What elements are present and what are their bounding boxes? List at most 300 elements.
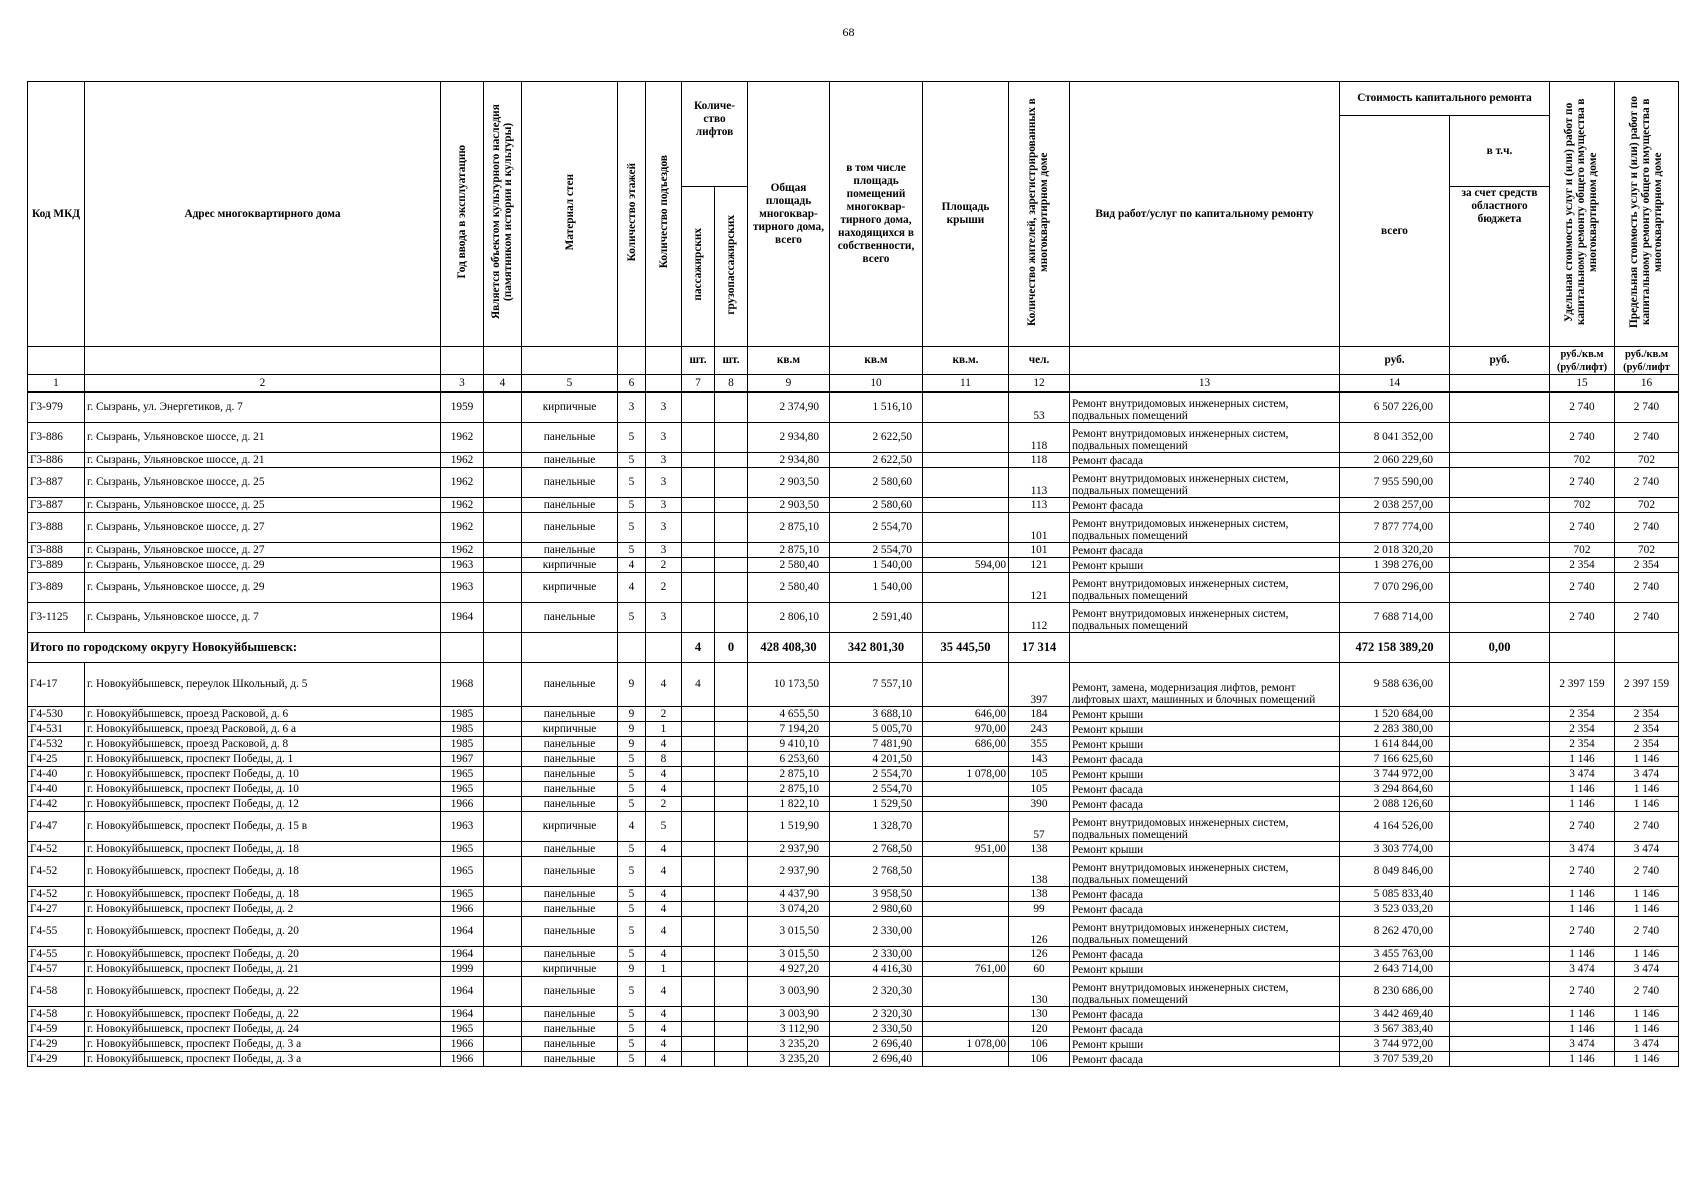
owned-area: 2 591,40: [830, 602, 923, 632]
residents: 390: [1009, 796, 1070, 811]
mkd-code: Г4-58: [28, 976, 85, 1006]
mkd-code: Г3-886: [28, 422, 85, 452]
wall-material: кирпичные: [522, 572, 618, 602]
cost-total: 6 507 226,00: [1340, 392, 1450, 422]
heritage-flag: [484, 1006, 522, 1021]
cargo-lifts: [715, 736, 748, 751]
unit-cost: 2 397 159: [1550, 662, 1615, 706]
header-regional: за счет средств областного бюджета: [1450, 187, 1550, 347]
header-residents: Количество жителей, зарегистрированных в многоквартирном доме: [1009, 82, 1070, 347]
heritage-flag: [484, 452, 522, 467]
cost-regional: [1450, 662, 1550, 706]
table-row: [28, 497, 1679, 512]
wall-material: кирпичные: [522, 557, 618, 572]
passenger-lifts: [682, 392, 715, 422]
column-number: 1: [28, 375, 85, 393]
passenger-lifts: [682, 497, 715, 512]
floors: 5: [618, 976, 646, 1006]
cost-total: 2 088 126,60: [1340, 796, 1450, 811]
total-area: 2 806,10: [748, 602, 830, 632]
address: г. Сызрань, Ульяновское шоссе, д. 27: [85, 542, 441, 557]
passenger-lifts: [682, 856, 715, 886]
cost-total: 1 398 276,00: [1340, 557, 1450, 572]
table-row: [28, 392, 1679, 422]
cost-total: 3 744 972,00: [1340, 1036, 1450, 1051]
table-row: [28, 512, 1679, 542]
passenger-lifts: [682, 751, 715, 766]
wall-material: панельные: [522, 1021, 618, 1036]
owned-area: 7 557,10: [830, 662, 923, 706]
total-owned-area: 342 801,30: [830, 632, 923, 662]
cargo-lifts: [715, 961, 748, 976]
residents: 397: [1009, 662, 1070, 706]
wall-material: панельные: [522, 602, 618, 632]
cost-total: 8 049 846,00: [1340, 856, 1450, 886]
owned-area: 2 554,70: [830, 781, 923, 796]
wall-material: панельные: [522, 916, 618, 946]
max-cost: 2 397 159: [1615, 662, 1679, 706]
column-number: 2: [85, 375, 441, 393]
floors: 5: [618, 422, 646, 452]
header-address: Адрес многоквартирного дома: [85, 82, 441, 347]
wall-material: панельные: [522, 1051, 618, 1066]
address: г. Сызрань, Ульяновское шоссе, д. 29: [85, 572, 441, 602]
residents: 143: [1009, 751, 1070, 766]
header-cargo: грузопассажирских: [715, 187, 748, 347]
cargo-lifts: [715, 557, 748, 572]
cost-total: 2 643 714,00: [1340, 961, 1450, 976]
header-passenger: пассажирских: [682, 187, 715, 347]
residents: 121: [1009, 572, 1070, 602]
roof-area: [923, 452, 1009, 467]
heritage-flag: [484, 512, 522, 542]
unit-pcs: шт.: [682, 347, 715, 375]
residents: 138: [1009, 856, 1070, 886]
header-owned-area: в том числе площадь помещений многоквар-тирного дома, находящихся в собственности, всего: [830, 82, 923, 347]
roof-area: [923, 1051, 1009, 1066]
work-type: Ремонт внутридомовых инженерных систем, подвальных помещений: [1070, 602, 1340, 632]
residents: 106: [1009, 1051, 1070, 1066]
header-floors: Количество этажей: [618, 82, 646, 347]
address: г. Новокуйбышевск, проспект Победы, д. 1: [85, 751, 441, 766]
roof-area: 951,00: [923, 841, 1009, 856]
cargo-lifts: [715, 602, 748, 632]
passenger-lifts: [682, 781, 715, 796]
address: г. Новокуйбышевск, проспект Победы, д. 22: [85, 976, 441, 1006]
total-area: 6 253,60: [748, 751, 830, 766]
residents: 355: [1009, 736, 1070, 751]
wall-material: панельные: [522, 662, 618, 706]
owned-area: 2 554,70: [830, 542, 923, 557]
cost-regional: [1450, 602, 1550, 632]
column-number: 3: [441, 375, 484, 393]
heritage-flag: [484, 916, 522, 946]
max-cost: 2 740: [1615, 916, 1679, 946]
floors: 4: [618, 572, 646, 602]
column-number: 14: [1340, 375, 1450, 393]
floors: 5: [618, 841, 646, 856]
roof-area: [923, 392, 1009, 422]
cargo-lifts: [715, 452, 748, 467]
entrances: 1: [646, 961, 682, 976]
column-number: 13: [1070, 375, 1340, 393]
total-area: 3 074,20: [748, 901, 830, 916]
roof-area: [923, 662, 1009, 706]
cargo-lifts: [715, 572, 748, 602]
max-cost: 1 146: [1615, 1051, 1679, 1066]
max-cost: 1 146: [1615, 1006, 1679, 1021]
floors: 5: [618, 856, 646, 886]
work-type: Ремонт фасада: [1070, 1021, 1340, 1036]
owned-area: 2 696,40: [830, 1051, 923, 1066]
empty-cell: [646, 632, 682, 662]
floors: 5: [618, 1036, 646, 1051]
residents: 118: [1009, 452, 1070, 467]
unit-cost: 1 146: [1550, 901, 1615, 916]
work-type: Ремонт внутридомовых инженерных систем, подвальных помещений: [1070, 422, 1340, 452]
mkd-code: Г4-531: [28, 721, 85, 736]
cargo-lifts: [715, 706, 748, 721]
year-built: 1966: [441, 901, 484, 916]
wall-material: панельные: [522, 976, 618, 1006]
max-cost: 2 740: [1615, 976, 1679, 1006]
max-cost: 2 740: [1615, 856, 1679, 886]
capital-repair-table: [27, 81, 1679, 1067]
total-area: 2 875,10: [748, 781, 830, 796]
passenger-lifts: [682, 542, 715, 557]
floors: 4: [618, 811, 646, 841]
cost-regional: [1450, 452, 1550, 467]
floors: 5: [618, 751, 646, 766]
table-row: [28, 976, 1679, 1006]
owned-area: 2 768,50: [830, 841, 923, 856]
roof-area: 1 078,00: [923, 1036, 1009, 1051]
year-built: 1964: [441, 1006, 484, 1021]
unit-cost: 2 740: [1550, 422, 1615, 452]
wall-material: панельные: [522, 751, 618, 766]
mkd-code: Г4-40: [28, 781, 85, 796]
work-type: Ремонт фасада: [1070, 781, 1340, 796]
column-number: 9: [748, 375, 830, 393]
cargo-lifts: [715, 886, 748, 901]
table-row: [28, 602, 1679, 632]
wall-material: панельные: [522, 467, 618, 497]
mkd-code: Г3-888: [28, 512, 85, 542]
wall-material: кирпичные: [522, 721, 618, 736]
floors: 5: [618, 946, 646, 961]
header-max-cost: Предельная стоимость услуг и (или) работ по капитальному ремонту общего имущества в многоквартирном доме: [1615, 82, 1679, 347]
empty-cell: [618, 632, 646, 662]
address: г. Новокуйбышевск, проспект Победы, д. 18: [85, 856, 441, 886]
wall-material: панельные: [522, 512, 618, 542]
work-type: Ремонт внутридомовых инженерных систем, подвальных помещений: [1070, 811, 1340, 841]
mkd-code: Г3-886: [28, 452, 85, 467]
heritage-flag: [484, 976, 522, 1006]
unit-cost: 3 474: [1550, 961, 1615, 976]
table-header: [28, 82, 1679, 375]
unit-cost: 2 740: [1550, 572, 1615, 602]
unit-cost: 1 146: [1550, 796, 1615, 811]
work-type: Ремонт внутридомовых инженерных систем, подвальных помещений: [1070, 976, 1340, 1006]
year-built: 1962: [441, 452, 484, 467]
owned-area: 4 416,30: [830, 961, 923, 976]
table-row: [28, 1036, 1679, 1051]
owned-area: 4 201,50: [830, 751, 923, 766]
floors: 5: [618, 1021, 646, 1036]
mkd-code: Г3-889: [28, 572, 85, 602]
heritage-flag: [484, 1036, 522, 1051]
entrances: 3: [646, 467, 682, 497]
cost-total: 9 588 636,00: [1340, 662, 1450, 706]
mkd-code: Г4-17: [28, 662, 85, 706]
passenger-lifts: [682, 557, 715, 572]
entrances: 4: [646, 946, 682, 961]
cargo-lifts: [715, 796, 748, 811]
floors: 9: [618, 721, 646, 736]
year-built: 1963: [441, 572, 484, 602]
cost-regional: [1450, 961, 1550, 976]
page-number: 68: [842, 25, 855, 39]
owned-area: 1 540,00: [830, 572, 923, 602]
total-area: 2 875,10: [748, 766, 830, 781]
cost-regional: [1450, 781, 1550, 796]
mkd-code: Г4-52: [28, 841, 85, 856]
header-unit-cost: Удельная стоимость услуг и (или) работ по капитальному ремонту общего имущества в многоквартирном доме: [1550, 82, 1615, 347]
passenger-lifts: [682, 946, 715, 961]
cost-total: 8 262 470,00: [1340, 916, 1450, 946]
passenger-lifts: [682, 1006, 715, 1021]
cost-total: 8 230 686,00: [1340, 976, 1450, 1006]
work-type: Ремонт внутридомовых инженерных систем, подвальных помещений: [1070, 856, 1340, 886]
address: г. Сызрань, Ульяновское шоссе, д. 29: [85, 557, 441, 572]
cost-regional: [1450, 557, 1550, 572]
year-built: 1966: [441, 1051, 484, 1066]
table-row: [28, 1006, 1679, 1021]
roof-area: [923, 1021, 1009, 1036]
header-roof-area: Площадь крыши: [923, 82, 1009, 347]
wall-material: панельные: [522, 1006, 618, 1021]
owned-area: 2 330,00: [830, 916, 923, 946]
year-built: 1962: [441, 542, 484, 557]
total-area: 3 112,90: [748, 1021, 830, 1036]
floors: 5: [618, 781, 646, 796]
owned-area: 2 696,40: [830, 1036, 923, 1051]
unit-cost: 2 740: [1550, 976, 1615, 1006]
cost-regional: [1450, 886, 1550, 901]
year-built: 1962: [441, 422, 484, 452]
floors: 3: [618, 392, 646, 422]
roof-area: 970,00: [923, 721, 1009, 736]
passenger-lifts: 4: [682, 662, 715, 706]
unit-cost: 1 146: [1550, 751, 1615, 766]
roof-area: [923, 1006, 1009, 1021]
year-built: 1963: [441, 557, 484, 572]
address: г. Сызрань, Ульяновское шоссе, д. 25: [85, 497, 441, 512]
roof-area: [923, 946, 1009, 961]
work-type: Ремонт внутридомовых инженерных систем, подвальных помещений: [1070, 392, 1340, 422]
floors: 5: [618, 796, 646, 811]
table-row: [28, 572, 1679, 602]
residents: 99: [1009, 901, 1070, 916]
entrances: 3: [646, 392, 682, 422]
cost-regional: [1450, 721, 1550, 736]
entrances: 3: [646, 452, 682, 467]
column-number: [646, 375, 682, 393]
table-row: [28, 467, 1679, 497]
roof-area: [923, 976, 1009, 1006]
max-cost: 2 354: [1615, 736, 1679, 751]
heritage-flag: [484, 751, 522, 766]
entrances: 1: [646, 721, 682, 736]
roof-area: [923, 886, 1009, 901]
mkd-code: Г3-889: [28, 557, 85, 572]
entrances: 4: [646, 976, 682, 1006]
cost-total: 2 038 257,00: [1340, 497, 1450, 512]
residents: 101: [1009, 542, 1070, 557]
owned-area: 2 768,50: [830, 856, 923, 886]
total-label: Итого по городскому округу Новокуйбышевск:: [28, 632, 441, 662]
cost-regional: [1450, 572, 1550, 602]
address: г. Новокуйбышевск, проспект Победы, д. 2: [85, 901, 441, 916]
header-heritage: Является объектом культурного наследия (памятником истории и культуры): [484, 82, 522, 347]
residents: 105: [1009, 766, 1070, 781]
work-type: Ремонт, замена, модернизация лифтов, ремонт лифтовых шахт, машинных и блочных помещений: [1070, 662, 1340, 706]
max-cost: 1 146: [1615, 901, 1679, 916]
empty-cell: [1550, 632, 1615, 662]
wall-material: панельные: [522, 1036, 618, 1051]
table-row: [28, 706, 1679, 721]
roof-area: 1 078,00: [923, 766, 1009, 781]
floors: 9: [618, 662, 646, 706]
cargo-lifts: [715, 781, 748, 796]
cargo-lifts: [715, 467, 748, 497]
entrances: 3: [646, 542, 682, 557]
work-type: Ремонт крыши: [1070, 1036, 1340, 1051]
cargo-lifts: [715, 1021, 748, 1036]
unit-cost: 2 740: [1550, 467, 1615, 497]
floors: 9: [618, 736, 646, 751]
total-cost: 472 158 389,20: [1340, 632, 1450, 662]
header-code: Код МКД: [28, 82, 85, 347]
total-area: 2 937,90: [748, 841, 830, 856]
passenger-lifts: [682, 901, 715, 916]
unit-cost: 2 354: [1550, 557, 1615, 572]
mkd-code: Г4-27: [28, 901, 85, 916]
max-cost: 1 146: [1615, 946, 1679, 961]
cost-regional: [1450, 901, 1550, 916]
cost-regional: [1450, 811, 1550, 841]
entrances: 4: [646, 841, 682, 856]
wall-material: панельные: [522, 886, 618, 901]
max-cost: 2 740: [1615, 572, 1679, 602]
column-number: 15: [1550, 375, 1615, 393]
passenger-lifts: [682, 766, 715, 781]
year-built: 1962: [441, 512, 484, 542]
heritage-flag: [484, 572, 522, 602]
floors: 5: [618, 467, 646, 497]
address: г. Новокуйбышевск, переулок Школьный, д. 5: [85, 662, 441, 706]
roof-area: 646,00: [923, 706, 1009, 721]
total-area: 2 934,80: [748, 452, 830, 467]
entrances: 4: [646, 781, 682, 796]
unit-cost: 2 354: [1550, 721, 1615, 736]
cargo-lifts: [715, 901, 748, 916]
year-built: 1963: [441, 811, 484, 841]
max-cost: 2 740: [1615, 422, 1679, 452]
cost-total: 7 955 590,00: [1340, 467, 1450, 497]
cost-total: 3 523 033,20: [1340, 901, 1450, 916]
empty-cell: [441, 632, 484, 662]
address: г. Новокуйбышевск, проезд Расковой, д. 8: [85, 736, 441, 751]
owned-area: 2 320,30: [830, 976, 923, 1006]
mkd-code: Г4-25: [28, 751, 85, 766]
cost-total: 7 166 625,60: [1340, 751, 1450, 766]
year-built: 1964: [441, 602, 484, 632]
total-residents: 17 314: [1009, 632, 1070, 662]
cost-regional: [1450, 976, 1550, 1006]
header-entrances: Количество подъездов: [646, 82, 682, 347]
heritage-flag: [484, 811, 522, 841]
cost-regional: [1450, 1006, 1550, 1021]
entrances: 4: [646, 856, 682, 886]
work-type: Ремонт фасада: [1070, 796, 1340, 811]
unit-pcs: шт.: [715, 347, 748, 375]
total-area: 2 580,40: [748, 572, 830, 602]
address: г. Новокуйбышевск, проспект Победы, д. 10: [85, 766, 441, 781]
table-body: [28, 375, 1679, 1067]
heritage-flag: [484, 886, 522, 901]
cost-total: 3 707 539,20: [1340, 1051, 1450, 1066]
table-row: [28, 901, 1679, 916]
work-type: Ремонт фасада: [1070, 946, 1340, 961]
roof-area: [923, 467, 1009, 497]
column-number: 16: [1615, 375, 1679, 393]
wall-material: панельные: [522, 841, 618, 856]
table-row: [28, 1021, 1679, 1036]
roof-area: 761,00: [923, 961, 1009, 976]
total-area: 1 822,10: [748, 796, 830, 811]
cargo-lifts: [715, 766, 748, 781]
entrances: 3: [646, 422, 682, 452]
cost-total: 1 614 844,00: [1340, 736, 1450, 751]
entrances: 4: [646, 1006, 682, 1021]
cost-total: 2 018 320,20: [1340, 542, 1450, 557]
mkd-code: Г4-57: [28, 961, 85, 976]
column-number: 6: [618, 375, 646, 393]
passenger-lifts: [682, 811, 715, 841]
entrances: 3: [646, 497, 682, 512]
unit-cost: 702: [1550, 542, 1615, 557]
cost-total: 7 877 774,00: [1340, 512, 1450, 542]
work-type: Ремонт фасада: [1070, 886, 1340, 901]
table-row: [28, 452, 1679, 467]
owned-area: 2 554,70: [830, 512, 923, 542]
max-cost: 1 146: [1615, 751, 1679, 766]
residents: 60: [1009, 961, 1070, 976]
unit-cost: 3 474: [1550, 841, 1615, 856]
cost-total: 5 085 833,40: [1340, 886, 1450, 901]
unit-cost: 702: [1550, 497, 1615, 512]
header-wall: Материал стен: [522, 82, 618, 347]
max-cost: 1 146: [1615, 1021, 1679, 1036]
mkd-code: Г4-47: [28, 811, 85, 841]
year-built: 1966: [441, 796, 484, 811]
cost-regional: [1450, 766, 1550, 781]
table-row: [28, 721, 1679, 736]
cost-regional: [1450, 512, 1550, 542]
residents: 120: [1009, 1021, 1070, 1036]
floors: 9: [618, 961, 646, 976]
